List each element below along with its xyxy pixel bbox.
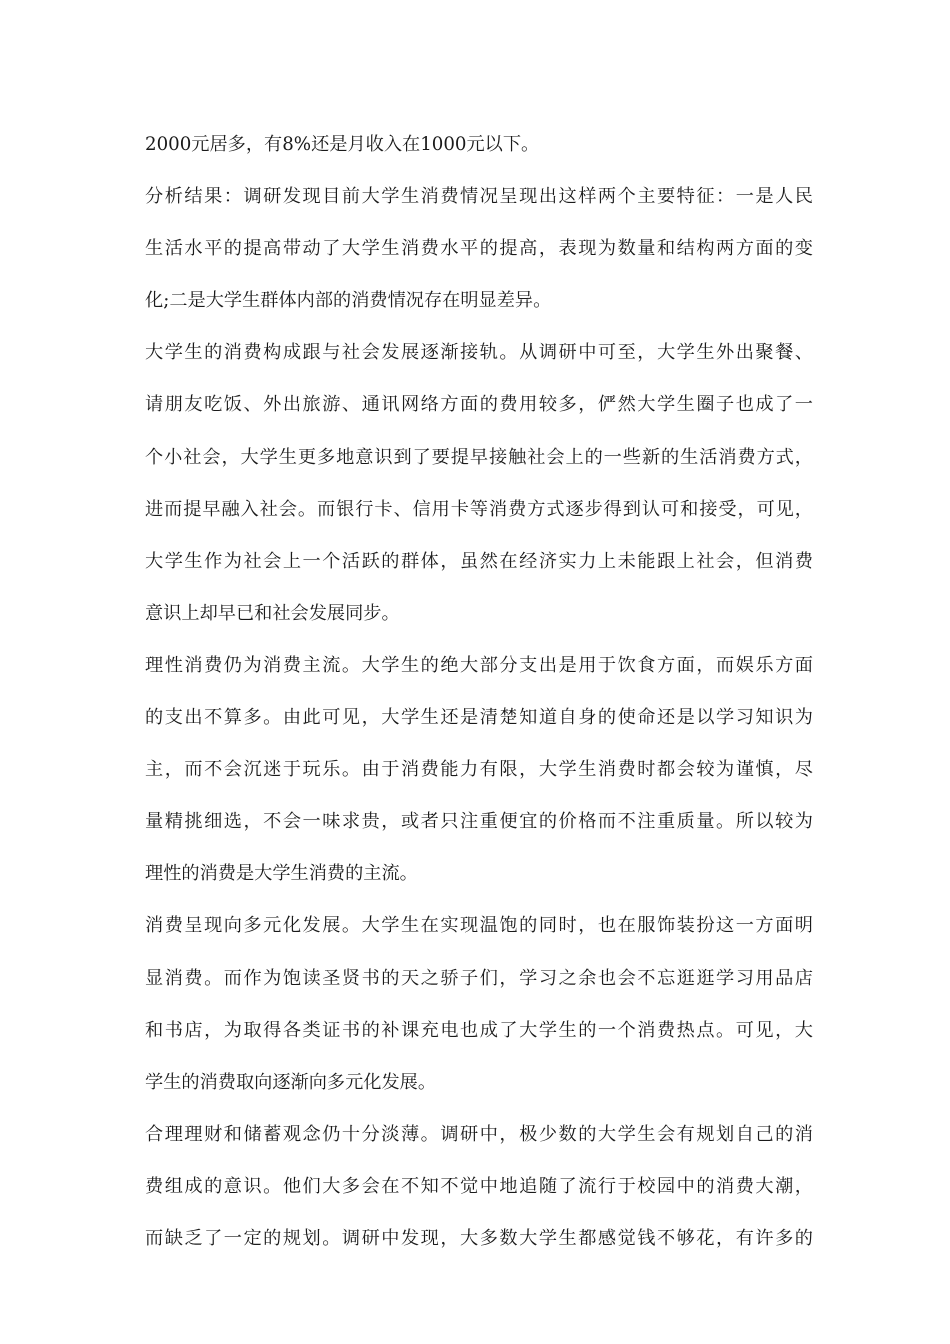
text-line: 费组成的意识。他们大多会在不知不觉中地追随了流行于校园中的消费大潮， <box>145 1175 813 1197</box>
text-line: 学生的消费取向逐渐向多元化发展。 <box>145 1071 437 1093</box>
text-line: 个小社会，大学生更多地意识到了要提早接触社会上的一些新的生活消费方式， <box>145 446 813 468</box>
text-line: 合理理财和储蓄观念仍十分淡薄。调研中，极少数的大学生会有规划自己的消 <box>145 1123 813 1145</box>
text-line: 而缺乏了一定的规划。调研中发现，大多数大学生都感觉钱不够花，有许多的 <box>145 1227 813 1249</box>
text-line: 生活水平的提高带动了大学生消费水平的提高，表现为数量和结构两方面的变 <box>145 238 813 260</box>
text-line: 和书店，为取得各类证书的补课充电也成了大学生的一个消费热点。可见，大 <box>145 1019 813 1041</box>
text-line: 大学生的消费构成跟与社会发展逐渐接轨。从调研中可至，大学生外出聚餐、 <box>145 342 813 364</box>
text-line: 显消费。而作为饱读圣贤书的天之骄子们，学习之余也会不忘逛逛学习用品店 <box>145 967 813 989</box>
text-line: 分析结果：调研发现目前大学生消费情况呈现出这样两个主要特征：一是人民 <box>145 186 813 208</box>
text-line: 意识上却早已和社会发展同步。 <box>145 602 400 624</box>
text-line: 理性的消费是大学生消费的主流。 <box>145 863 418 885</box>
text-line: 的支出不算多。由此可见，大学生还是清楚知道自身的使命还是以学习知识为 <box>145 707 813 729</box>
text-line: 2000元居多，有8%还是月收入在1000元以下。 <box>145 134 540 155</box>
text-line: 理性消费仍为消费主流。大学生的绝大部分支出是用于饮食方面，而娱乐方面 <box>145 654 813 676</box>
text-line: 化;二是大学生群体内部的消费情况存在明显差异。 <box>145 290 552 312</box>
text-line: 进而提早融入社会。而银行卡、信用卡等消费方式逐步得到认可和接受，可见， <box>145 498 813 520</box>
text-line: 消费呈现向多元化发展。大学生在实现温饱的同时，也在服饰装扮这一方面明 <box>145 915 813 937</box>
document-body <box>145 126 813 1272</box>
text-line: 大学生作为社会上一个活跃的群体，虽然在经济实力上未能跟上社会，但消费 <box>145 550 813 572</box>
text-line: 主，而不会沉迷于玩乐。由于消费能力有限，大学生消费时都会较为谨慎，尽 <box>145 759 813 781</box>
text-line: 请朋友吃饭、外出旅游、通讯网络方面的费用较多，俨然大学生圈子也成了一 <box>145 394 813 416</box>
text-line: 量精挑细选，不会一味求贵，或者只注重便宜的价格而不注重质量。所以较为 <box>145 811 813 833</box>
